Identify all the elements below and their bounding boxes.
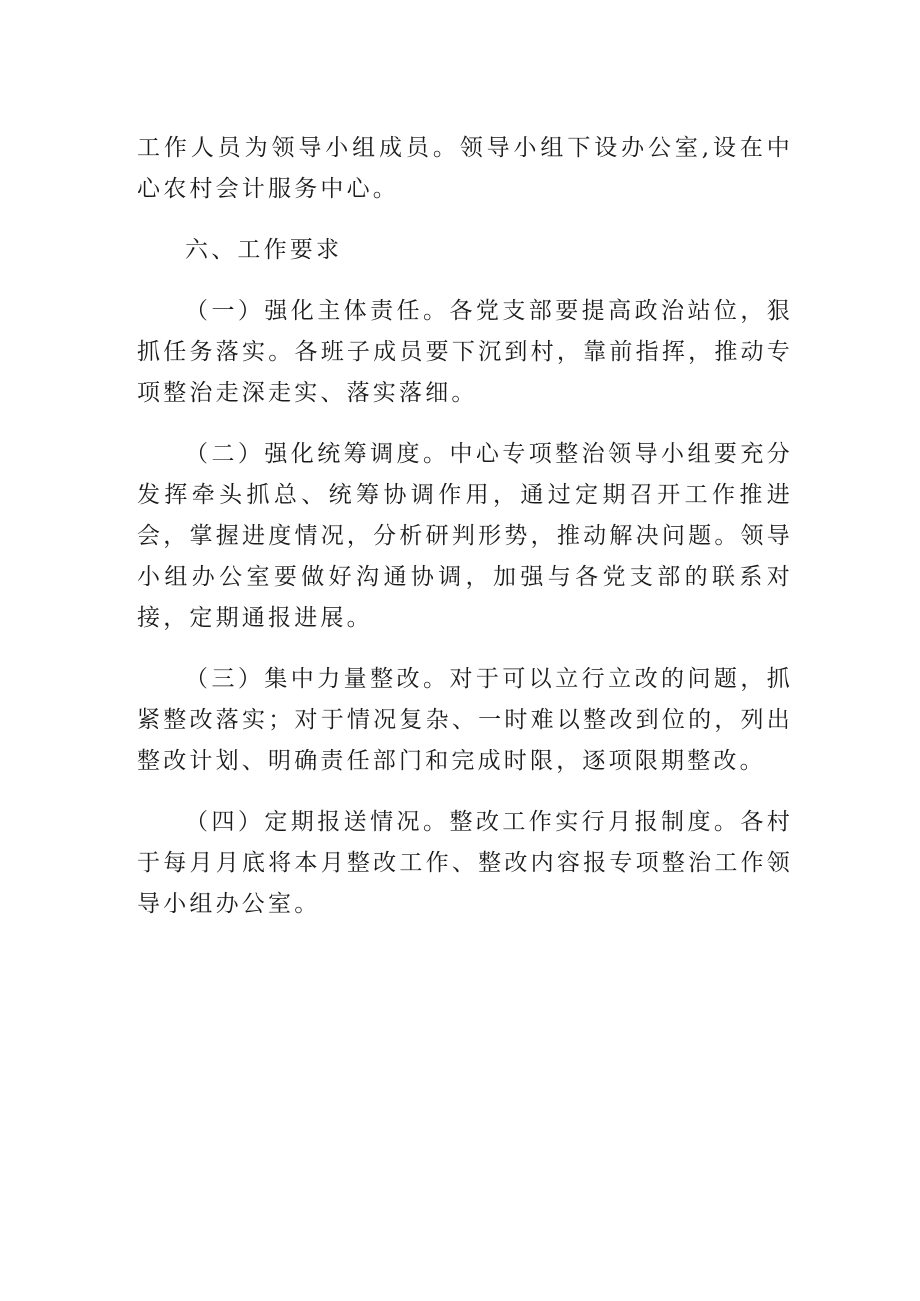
continuation-paragraph: 工作人员为领导小组成员。领导小组下设办公室,设在中心农村会计服务中心。 bbox=[137, 135, 793, 202]
requirement-paragraph-3: （三）集中力量整改。对于可以立行立改的问题，抓紧整改落实；对于情况复杂、一时难以整改到位的，列出整改计划、明确责任部门和完成时限，逐项限期整改。 bbox=[137, 666, 793, 774]
document-body bbox=[137, 128, 793, 945]
requirement-paragraph-1: （一）强化主体责任。各党支部要提高政治站位，狠抓任务落实。各班子成员要下沉到村，靠前指挥，推动专项整治走深走实、落实落细。 bbox=[137, 298, 793, 406]
requirement-paragraph-4: （四）定期报送情况。整改工作实行月报制度。各村于每月月底将本月整改工作、整改内容报专项整治工作领导小组办公室。 bbox=[137, 809, 793, 917]
section-heading: 六、工作要求 bbox=[185, 237, 343, 263]
requirement-paragraph-2: （二）强化统筹调度。中心专项整治领导小组要充分发挥牵头抓总、统筹协调作用，通过定期召开工作推进会，掌握进度情况，分析研判形势，推动解决问题。领导小组办公室要做好沟通协调，加强与各党支部的联系对接，定期通报进展。 bbox=[137, 441, 793, 631]
